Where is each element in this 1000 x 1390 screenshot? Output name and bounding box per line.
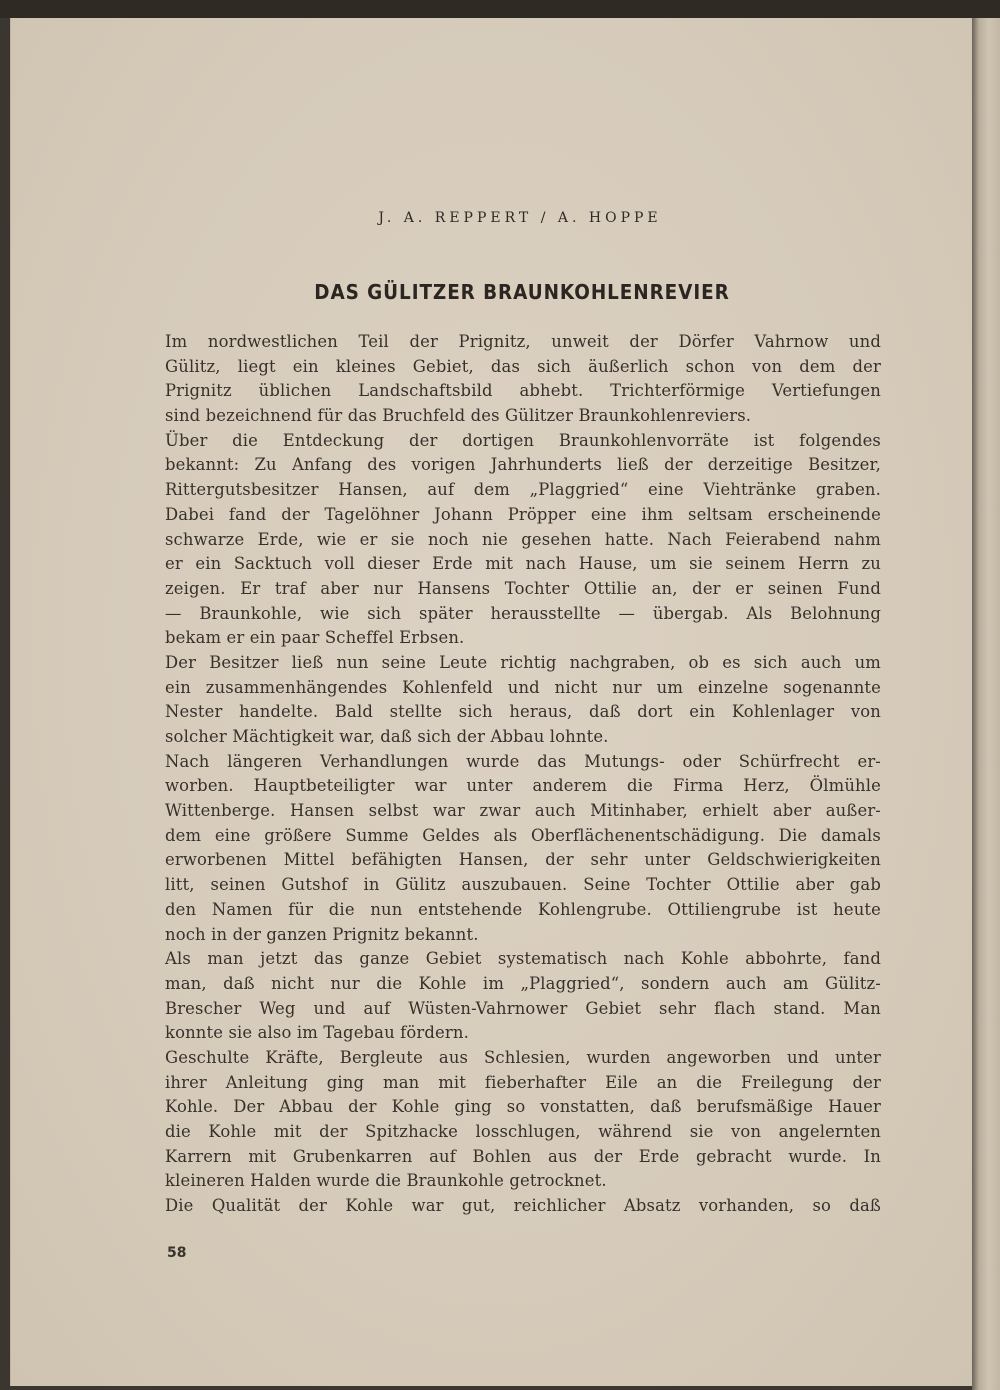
text-line: Die Qualität der Kohle war gut, reichlicher Absatz vorhanden, so daß [165, 1196, 881, 1216]
text-line: solcher Mächtigkeit war, daß sich der Abbau lohnte. [165, 727, 609, 746]
text-line: Der Besitzer ließ nun seine Leute richtig nachgraben, ob es sich auch um [165, 652, 881, 672]
text-line: Nach längeren Verhandlungen wurde das Mutungs- oder Schürfrecht er- [165, 751, 881, 771]
text-line: Dabei fand der Tagelöhner Johann Pröpper eine ihm seltsam erscheinende [165, 504, 881, 524]
text-line: Geschulte Kräfte, Bergleute aus Schlesien, wurden angeworben und unter [165, 1047, 881, 1067]
text-line: erworbenen Mittel befähigten Hansen, der sehr unter Geldschwierigkeiten [165, 850, 881, 870]
article-body [165, 330, 881, 1219]
text-line: er ein Sacktuch voll dieser Erde mit nach Hause, um sie seinem Herrn zu [165, 554, 881, 574]
text-line: litt, seinen Gutshof in Gülitz auszubauen. Seine Tochter Ottilie aber gab [165, 875, 881, 895]
text-line: ein zusammenhängendes Kohlenfeld und nicht nur um einzelne sogenannte [165, 677, 881, 697]
text-line: man, daß nicht nur die Kohle im „Plaggried“, sondern auch am Gülitz- [165, 973, 881, 993]
text-line: Prignitz üblichen Landschaftsbild abhebt. Trichterförmige Vertiefungen [165, 381, 881, 401]
text-line: Im nordwestlichen Teil der Prignitz, unweit der Dörfer Vahrnow und [165, 332, 881, 351]
scan-top-border [0, 0, 1000, 18]
text-line: bekam er ein paar Scheffel Erbsen. [165, 628, 465, 648]
text-line: Über die Entdeckung der dortigen Braunkohlenvorräte ist folgendes [165, 430, 881, 450]
text-line: sind bezeichnend für das Bruchfeld des Gülitzer Braunkohlenreviers. [165, 406, 752, 426]
text-line: Nester handelte. Bald stellte sich heraus, daß dort ein Kohlenlager von [165, 702, 881, 722]
text-line: Gülitz, liegt ein kleines Gebiet, das sich äußerlich schon von dem der [165, 356, 881, 376]
text-line: noch in der ganzen Prignitz bekannt. [165, 924, 479, 944]
author-line: J. A. REPPERT / A. HOPPE [378, 210, 662, 226]
text-line: schwarze Erde, wie er sie noch nie gesehen hatte. Nach Feierabend nahm [165, 529, 881, 549]
text-line: — Braunkohle, wie sich später herausstellte — übergab. Als Belohnung [165, 603, 881, 623]
text-line: worben. Hauptbeteiligter war unter anderem die Firma Herz, Ölmühle [165, 776, 881, 796]
text-line: den Namen für die nun entstehende Kohlengrube. Ottiliengrube ist heute [165, 899, 881, 919]
text-line: ihrer Anleitung ging man mit fieberhafter Eile an die Freilegung der [165, 1072, 881, 1092]
text-line: Wittenberge. Hansen selbst war zwar auch Mitinhaber, erhielt aber außer- [165, 801, 881, 821]
page-number: 58 [167, 1245, 187, 1261]
text-line: kleineren Halden wurde die Braunkohle getrocknet. [165, 1171, 607, 1191]
text-line: Als man jetzt das ganze Gebiet systematisch nach Kohle abbohrte, fand [165, 949, 881, 969]
text-line: zeigen. Er traf aber nur Hansens Tochter Ottilie an, der er seinen Fund [165, 578, 881, 598]
text-line: Rittergutsbesitzer Hansen, auf dem „Plaggried“ eine Viehtränke graben. [165, 480, 881, 500]
text-line: Kohle. Der Abbau der Kohle ging so vonstatten, daß berufsmäßige Hauer [165, 1097, 881, 1117]
text-line: Karrern mit Grubenkarren auf Bohlen aus der Erde gebracht wurde. In [165, 1146, 881, 1166]
text-line: Brescher Weg und auf Wüsten-Vahrnower Gebiet sehr flach stand. Man [165, 998, 881, 1018]
text-line: bekannt: Zu Anfang des vorigen Jahrhunderts ließ der derzeitige Besitzer, [165, 455, 881, 475]
article-title: DAS GÜLITZER BRAUNKOHLENREVIER [314, 280, 730, 304]
text-line: die Kohle mit der Spitzhacke losschlugen, während sie von angelernten [165, 1122, 881, 1141]
text-line: dem eine größere Summe Geldes als Oberflächenentschädigung. Die damals [165, 825, 881, 845]
text-line: konnte sie also im Tagebau fördern. [165, 1023, 469, 1043]
